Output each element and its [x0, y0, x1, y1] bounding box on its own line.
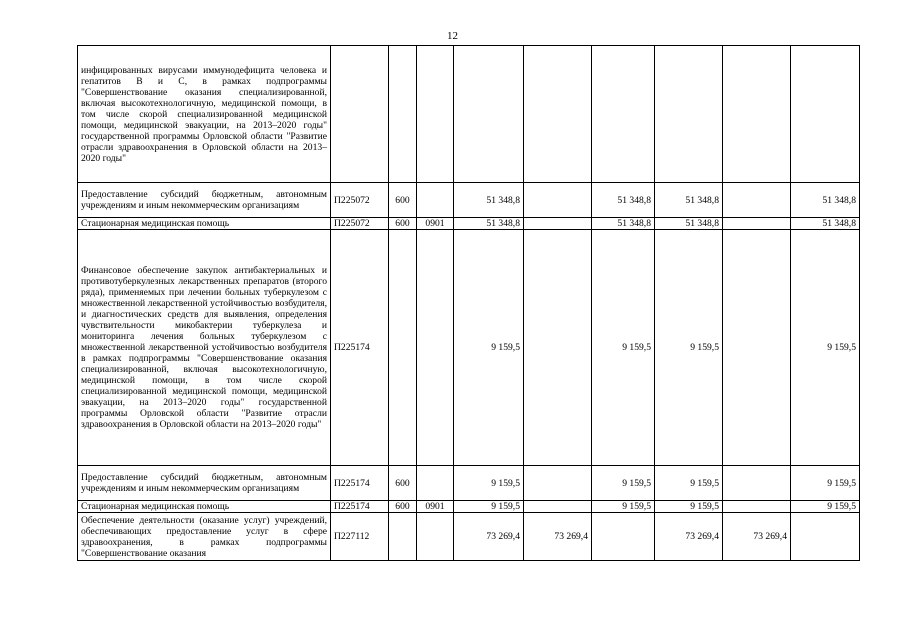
amount-3: 9 159,5: [592, 466, 655, 501]
amount-6: [791, 513, 860, 561]
amount-2: 73 269,4: [524, 513, 592, 561]
amount-6: 51 348,8: [791, 218, 860, 230]
table-row: [78, 230, 860, 466]
amount-3: [592, 46, 655, 183]
section-code: [417, 466, 454, 501]
expense-type-code: [389, 46, 417, 183]
section-code: [417, 183, 454, 218]
amount-4: 73 269,4: [655, 513, 723, 561]
row-description: Предоставление субсидий бюджетным, автономным учреждениям и иным некоммерческим организациям: [78, 183, 331, 218]
budget-table: [77, 45, 860, 561]
target-article-code: [331, 46, 389, 183]
amount-6: [791, 46, 860, 183]
row-description: инфицированных вирусами иммунодефицита человека и гепатитов B и C, в рамках подпрограммы "Совершенствование оказания специализированной, включая высокотехнологичную, медицинской помощи, в том числе скорой специализированной медицинской помощи, медицинской эвакуации, на 2013–2020 годы" государственной программы Орловской области "Развитие отрасли здравоохранения в Орловской области на 2013–2020 годы": [78, 46, 331, 183]
amount-4: 51 348,8: [655, 218, 723, 230]
section-code: 0901: [417, 501, 454, 513]
target-article-code: П227112: [331, 513, 389, 561]
amount-2: [524, 183, 592, 218]
amount-1: [454, 46, 524, 183]
table-row: [78, 501, 860, 513]
table-row: [78, 218, 860, 230]
amount-4: 9 159,5: [655, 466, 723, 501]
amount-1: 9 159,5: [454, 230, 524, 466]
table-row: [78, 466, 860, 501]
amount-3: 51 348,8: [592, 218, 655, 230]
amount-1: 51 348,8: [454, 218, 524, 230]
amount-5: [723, 46, 791, 183]
amount-6: 9 159,5: [791, 501, 860, 513]
amount-3: 9 159,5: [592, 230, 655, 466]
expense-type-code: [389, 513, 417, 561]
row-description: Предоставление субсидий бюджетным, автономным учреждениям и иным некоммерческим организациям: [78, 466, 331, 501]
amount-5: [723, 466, 791, 501]
amount-5: [723, 230, 791, 466]
page-number: 12: [447, 30, 458, 42]
amount-2: [524, 466, 592, 501]
amount-4: [655, 46, 723, 183]
row-description: Финансовое обеспечение закупок антибактериальных и противотуберкулезных лекарственных препаратов (второго ряда), применяемых при лечении больных туберкулезом с множественной лекарственной устойчивостью возбудителя, и диагностических средств для выявления, определения чувствительности микобактерии туберкулеза и мониторинга лечения больных туберкулезом с множественной лекарственной устойчивостью возбудителя в рамках подпрограммы "Совершенствование оказания специализированной, включая высокотехнологичную, медицинской помощи, в том числе скорой специализированной медицинской помощи, медицинской эвакуации, на 2013–2020 годы" государственной программы Орловской области "Развитие отрасли здравоохранения в Орловской области на 2013–2020 годы": [78, 230, 331, 466]
amount-2: [524, 230, 592, 466]
amount-5: [723, 183, 791, 218]
amount-4: 51 348,8: [655, 183, 723, 218]
section-code: [417, 46, 454, 183]
expense-type-code: [389, 230, 417, 466]
amount-2: [524, 46, 592, 183]
target-article-code: П225174: [331, 230, 389, 466]
amount-6: 51 348,8: [791, 183, 860, 218]
target-article-code: П225072: [331, 218, 389, 230]
expense-type-code: 600: [389, 218, 417, 230]
amount-3: [592, 513, 655, 561]
table-row: [78, 513, 860, 561]
amount-3: 51 348,8: [592, 183, 655, 218]
row-description: Стационарная медицинская помощь: [78, 218, 331, 230]
amount-3: 9 159,5: [592, 501, 655, 513]
amount-1: 9 159,5: [454, 466, 524, 501]
expense-type-code: 600: [389, 466, 417, 501]
amount-5: 73 269,4: [723, 513, 791, 561]
amount-2: [524, 501, 592, 513]
amount-1: 73 269,4: [454, 513, 524, 561]
amount-4: 9 159,5: [655, 230, 723, 466]
row-description: Обеспечение деятельности (оказание услуг) учреждений, обеспечивающих предоставление услуг в сфере здравоохранения, в рамках подпрограммы "Совершенствование оказания: [78, 513, 331, 561]
target-article-code: П225174: [331, 466, 389, 501]
amount-6: 9 159,5: [791, 230, 860, 466]
expense-type-code: 600: [389, 183, 417, 218]
section-code: 0901: [417, 218, 454, 230]
section-code: [417, 513, 454, 561]
amount-2: [524, 218, 592, 230]
row-description: Стационарная медицинская помощь: [78, 501, 331, 513]
amount-1: 51 348,8: [454, 183, 524, 218]
target-article-code: П225072: [331, 183, 389, 218]
amount-5: [723, 218, 791, 230]
table-row: [78, 46, 860, 183]
target-article-code: П225174: [331, 501, 389, 513]
amount-5: [723, 501, 791, 513]
section-code: [417, 230, 454, 466]
expense-type-code: 600: [389, 501, 417, 513]
table-row: [78, 183, 860, 218]
amount-4: 9 159,5: [655, 501, 723, 513]
amount-1: 9 159,5: [454, 501, 524, 513]
amount-6: 9 159,5: [791, 466, 860, 501]
